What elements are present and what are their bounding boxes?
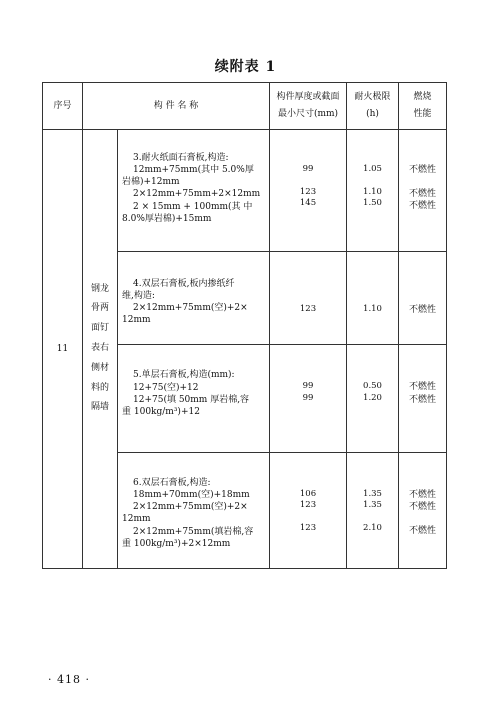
- combustion-cell: [399, 452, 447, 568]
- item-line: 4.双层石膏板,板内掺纸纤: [133, 278, 235, 289]
- fire-limit-value: 1.35: [363, 488, 382, 499]
- table-header-row: [43, 83, 447, 130]
- combustion-value: 不燃性: [408, 382, 436, 393]
- category-line: 骨两: [90, 303, 109, 314]
- item-line: 重 100kg/m³)+2×12mm: [122, 538, 231, 549]
- item-line: 12+75(填 50mm 厚岩棉,容: [133, 394, 250, 405]
- combustion-value: 不燃性: [408, 489, 436, 500]
- item-line: 12mm: [122, 514, 151, 525]
- thickness-cell: [270, 251, 347, 345]
- combustion-cell: [399, 130, 447, 252]
- combustion-value: 不燃性: [408, 394, 436, 405]
- item-line: 2 × 15mm + 100mm(其 中: [133, 201, 253, 212]
- header-no: 序号: [43, 83, 83, 130]
- fire-limit-value: 1.10: [363, 186, 382, 197]
- table-title: 续附表 1: [214, 59, 277, 75]
- combustion-value: 不燃性: [408, 201, 436, 212]
- item-line: 12+75(空)+12: [133, 382, 199, 393]
- fire-limit-cell: [347, 251, 399, 345]
- thickness-value: 99: [302, 392, 314, 403]
- category-cell: [83, 130, 118, 569]
- item-line: 2×12mm+75mm+2×12mm: [133, 189, 261, 200]
- combustion-cell: [399, 251, 447, 345]
- combustion-value: 不燃性: [408, 189, 436, 200]
- thickness-value: 145: [299, 198, 317, 209]
- category-line: 表右: [90, 343, 109, 353]
- item-name-cell: [118, 345, 270, 453]
- header-fire-limit: [347, 83, 399, 130]
- header-thickness-line1: 构件厚度或截面: [276, 91, 340, 102]
- fire-limit-cell: [347, 452, 399, 568]
- combustion-value: 不燃性: [408, 165, 436, 175]
- fire-limit-value: 2.10: [363, 523, 382, 534]
- item-line: 2×12mm+75mm(空)+2×: [133, 303, 248, 314]
- header-fire-line2: (h): [366, 109, 379, 119]
- combustion-value: 不燃性: [408, 304, 436, 315]
- item-line: 重 100kg/m³)+12: [122, 406, 200, 417]
- item-line: 岩棉)+12mm: [122, 177, 180, 188]
- fire-limit-value: 1.20: [363, 392, 382, 403]
- item-line: 8.0%厚岩棉)+15mm: [122, 213, 212, 224]
- header-name: 构 件 名 称: [83, 83, 270, 130]
- item-line: 维,构造:: [122, 290, 155, 301]
- header-fire-line1: 耐火极限: [354, 91, 391, 102]
- item-line: 2×12mm+75mm(填岩棉,容: [133, 526, 254, 537]
- fire-limit-value: 1.10: [363, 303, 382, 314]
- item-line: 12mm+75mm(其中 5.0%厚: [133, 165, 254, 176]
- header-thickness: [270, 83, 347, 130]
- thickness-cell: [270, 345, 347, 453]
- category-line: 钢龙: [90, 283, 109, 294]
- thickness-cell: [270, 452, 347, 568]
- thickness-value: 99: [302, 164, 314, 174]
- fire-limit-cell: [347, 345, 399, 453]
- thickness-value: 106: [299, 488, 317, 499]
- row-number: 11: [43, 130, 83, 569]
- combustion-value: 不燃性: [408, 526, 436, 537]
- item-name-cell: [118, 251, 270, 345]
- thickness-value: 123: [299, 303, 317, 314]
- fire-limit-cell: [347, 130, 399, 252]
- combustion-value: 不燃性: [408, 502, 436, 513]
- header-thickness-line2: 最小尺寸(mm): [277, 109, 339, 119]
- item-line: 6.双层石膏板,构造:: [133, 477, 211, 488]
- item-name-cell: [118, 130, 270, 252]
- thickness-value: 123: [299, 500, 317, 511]
- thickness-value: 123: [299, 186, 317, 197]
- thickness-value: 99: [302, 381, 314, 392]
- table-row: [43, 130, 447, 252]
- header-combustion: [399, 83, 447, 130]
- thickness-value: 123: [299, 523, 317, 534]
- fire-resistance-table: [42, 82, 447, 569]
- fire-limit-value: 0.50: [363, 381, 382, 392]
- fire-limit-value: 1.50: [363, 198, 382, 209]
- item-line: 5.单层石膏板,构造(mm):: [133, 370, 235, 381]
- item-line: 3.耐火纸面石膏板,构造:: [133, 153, 229, 163]
- category-line: 面钉: [90, 323, 109, 334]
- header-comb-line2: 性能: [413, 109, 432, 119]
- category-line: 侧材: [90, 362, 109, 373]
- category-line: 料的: [90, 382, 109, 393]
- fire-limit-value: 1.05: [363, 164, 382, 174]
- category-line: 隔墙: [90, 402, 109, 413]
- item-line: 12mm: [122, 315, 151, 326]
- item-line: 18mm+70mm(空)+18mm: [133, 490, 250, 501]
- fire-limit-value: 1.35: [363, 500, 382, 511]
- combustion-cell: [399, 345, 447, 453]
- thickness-cell: [270, 130, 347, 252]
- page-number: · 418 ·: [48, 673, 90, 686]
- item-name-cell: [118, 452, 270, 568]
- item-line: 2×12mm+75mm(空)+2×: [133, 502, 248, 513]
- header-comb-line1: 燃烧: [413, 91, 432, 102]
